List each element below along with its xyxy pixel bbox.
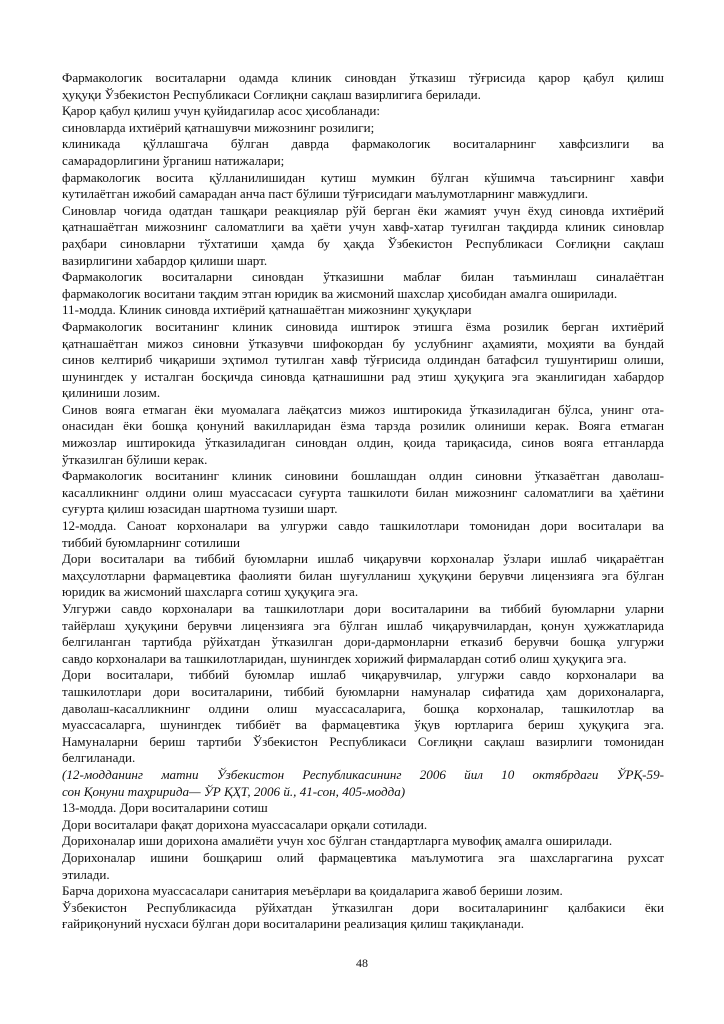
paragraph xyxy=(62,269,664,302)
text-line: касалликнинг олдини олиш муассасаси суғурта ташкилоти билан мижознинг саломатлиги ва ҳаётини xyxy=(62,484,664,500)
paragraph xyxy=(62,601,664,667)
text-line: Фармакологик воситаларни синовдан ўтказишни маблағ билан таъминлаш синалаётган xyxy=(62,269,664,285)
paragraph xyxy=(62,833,664,850)
paragraph xyxy=(62,203,664,269)
text-line: 12-модда. Саноат корхоналари ва улгуржи савдо ташкилотлари томонидан дори воситалари ва xyxy=(62,518,664,534)
text-line: Фармакологик воситанинг клиник синовини бошлашдан олдин синовни ўтказаётган даволаш- xyxy=(62,468,664,484)
text-line: синов келтириб чиқариши эҳтимол тутилган хавф тўғрисида олдиндан батафсил тушунтириш олиши, xyxy=(62,352,664,368)
text-line: тиббий буюмларнинг сотилиши xyxy=(62,534,241,550)
text-line: Намуналарни бериш тартиби Ўзбекистон Республикаси Соғлиқни сақлаш вазирлиги томонидан xyxy=(62,733,664,749)
text-line: ҳуқуқи Ўзбекистон Республикаси Соғлиқни сақлаш вазирлигига берилади. xyxy=(62,86,481,102)
text-line: Дори воситалари ва тиббий буюмларни ишлаб чиқарувчи корхоналар ўзлари ишлаб чиқараётган xyxy=(62,551,664,567)
paragraph xyxy=(62,551,664,601)
text-line: белгиланади. xyxy=(62,750,136,766)
text-line: сон Қонуни таҳририда— ЎР ҚҲТ, 2006 й., 41-сон, 405-модда) xyxy=(62,783,406,799)
text-line: тайёрлаш ҳуқуқини берувчи лицензияга эга бўлган ишлаб чиқарувчилардан, қонун ҳужжатларида xyxy=(62,617,664,633)
page-number: 48 xyxy=(356,956,368,970)
text-line: Фармакологик воситанинг клиник синовида иштирок этишга ёзма розилик берган ихтиёрий xyxy=(62,318,664,334)
text-line: Синов вояга етмаган ёки муомалага лаёқатсиз мижоз иштирокида ўтказиладиган бўлса, унинг ота- xyxy=(62,401,664,417)
paragraph xyxy=(62,900,664,933)
text-line: даволаш-касалликнинг олдини олиш муассасаларига, бошқа корхоналар, ташкилотлар ва xyxy=(62,700,664,716)
text-line: юридик ва жисмоний шахсларга сотиш ҳуқуқига эга. xyxy=(62,584,359,600)
paragraph xyxy=(62,468,664,518)
text-line: Фармакологик воситаларни одамда клиник синовдан ўтказиш тўғрисида қарор қабул қилиш xyxy=(62,70,664,85)
text-line: Улгуржи савдо корхоналари ва ташкилотлари дори воситаларини ва тиббий буюмларни уларни xyxy=(62,601,664,616)
text-line: Ўзбекистон Республикасида рўйхатдан ўтказилган дори воситаларининг қалбакиси ёки xyxy=(62,899,664,915)
paragraph xyxy=(62,402,664,468)
text-line: белгиланган тартибда рўйхатдан ўтказилган дори-дармонларни етказиб берувчи бошқа улгуржи xyxy=(62,634,664,650)
paragraph xyxy=(62,817,664,834)
paragraph xyxy=(62,667,664,767)
paragraph xyxy=(62,103,664,120)
paragraph xyxy=(62,136,664,169)
text-line: вазирлигини хабардор қилиши шарт. xyxy=(62,252,268,268)
text-line: савдо корхоналари ва ташкилотларидан, шунингдек хорижий фирмалардан сотиб олиш ҳуқуқига эга. xyxy=(62,650,627,666)
text-line: клиникада қўллашгача бўлган даврда фармакологик воситаларнинг хавфсизлиги ва xyxy=(62,136,664,152)
body-text xyxy=(62,70,664,933)
text-line: 11-модда. Клиник синовда ихтиёрий қатнашаётган мижознинг ҳуқуқлари xyxy=(62,302,472,318)
paragraph xyxy=(62,319,664,402)
text-line: самарадорлигини ўрганиш натижалари; xyxy=(62,152,285,168)
text-line: онасидан ёки бошқа қонуний вакилларидан ёзма тарзда розилик олиниши керак. Вояга етмаган xyxy=(62,418,664,434)
paragraph xyxy=(62,120,664,137)
text-line: қилиниши лозим. xyxy=(62,385,161,401)
paragraph xyxy=(62,518,664,551)
text-line: 13-модда. Дори воситаларини сотиш xyxy=(62,800,268,816)
paragraph xyxy=(62,767,664,800)
text-line: раҳбари синовларни тўхтатиши ҳамда бу ҳақда Ўзбекистон Республикаси Соғлиқни сақлаш xyxy=(62,235,664,251)
text-line: мижозлар иштирокида ўтказиладиган синовдан олдин, қоида тариқасида, синов вояга етганларда xyxy=(62,435,664,451)
text-line: фармакологик воситани тақдим этган юридик ва жисмоний шахслар ҳисобидан амалга оширилади. xyxy=(62,285,618,301)
paragraph xyxy=(62,70,664,103)
text-line: қатнашаётган мижоз синовни ўтказувчи шифокордан бу услубнинг аҳамияти, моҳияти ва бундай xyxy=(62,335,664,351)
paragraph xyxy=(62,883,664,900)
text-line: Дорихоналар иши дорихона амалиёти учун хос бўлган стандартларга мувофиқ амалга оширилади. xyxy=(62,833,613,849)
text-line: шунингдек у исталган босқичда синовда қатнашишни рад этиш ҳуқуқига эга эканлигидан хабардор xyxy=(62,368,664,384)
paragraph xyxy=(62,850,664,883)
text-line: маҳсулотларни фармацевтика фаолияти билан шуғулланиш ҳуқуқини берувчи лицензияга эга бўлган xyxy=(62,567,664,583)
text-line: Синовлар чоғида одатдан ташқари реакциялар рўй берган ёки жамият учун ёхуд синовда ихтиёрий xyxy=(62,202,664,218)
text-line: синовларда ихтиёрий қатнашувчи мижознинг розилиги; xyxy=(62,119,375,135)
paragraph xyxy=(62,302,664,319)
paragraph xyxy=(62,800,664,817)
text-line: кутилаётган ижобий самарадан анча паст бўлиши тўғрисидаги маълумотларнинг мавжудлиги. xyxy=(62,186,589,202)
text-line: (12-модданинг матни Ўзбекистон Республикасининг 2006 йил 10 октябрдаги ЎРҚ-59- xyxy=(62,766,664,782)
text-line: этилади. xyxy=(62,866,110,882)
text-line: қатнашаётган мижознинг саломатлиги ва ҳаёти учун хавф-хатар туғилган тақдирда клиник синовлар xyxy=(62,219,664,235)
text-line: ташкилотлари дори воситаларини, тиббий буюмларни намуналар сифатида ҳам дорихоналарга, xyxy=(62,683,664,699)
text-line: суғурта қилиш юзасидан шартнома тузиши шарт. xyxy=(62,501,338,517)
text-line: фармакологик восита қўлланилишидан кутиш мумкин бўлган кўшимча таъсирнинг хавфи xyxy=(62,169,664,185)
text-line: Дорихоналар ишини бошқариш олий фармацевтика маълумотига эга шахсларгагина рухсат xyxy=(62,849,664,865)
text-line: Дори воситалари, тиббий буюмлар ишлаб чиқарувчилар, улгуржи савдо корхоналари ва xyxy=(62,667,664,683)
paragraph xyxy=(62,170,664,203)
text-line: Барча дорихона муассасалари санитария меъёрлари ва қоидаларига жавоб бериши лозим. xyxy=(62,883,563,899)
text-line: Дори воситалари фақат дорихона муассасалари орқали сотилади. xyxy=(62,816,428,832)
text-line: ғайриқонуний нусхаси бўлган дори воситаларини реализация қилиш тақиқланади. xyxy=(62,916,525,932)
text-line: Қарор қабул қилиш учун қуйидагилар асос ҳисобланади: xyxy=(62,103,381,119)
text-line: муассасаларга, шунингдек тиббиёт ва фармацевтика ўқув юртларига бериш ҳуқуқига эга. xyxy=(62,717,664,733)
text-line: ўтказилган бўлиши керак. xyxy=(62,451,208,467)
